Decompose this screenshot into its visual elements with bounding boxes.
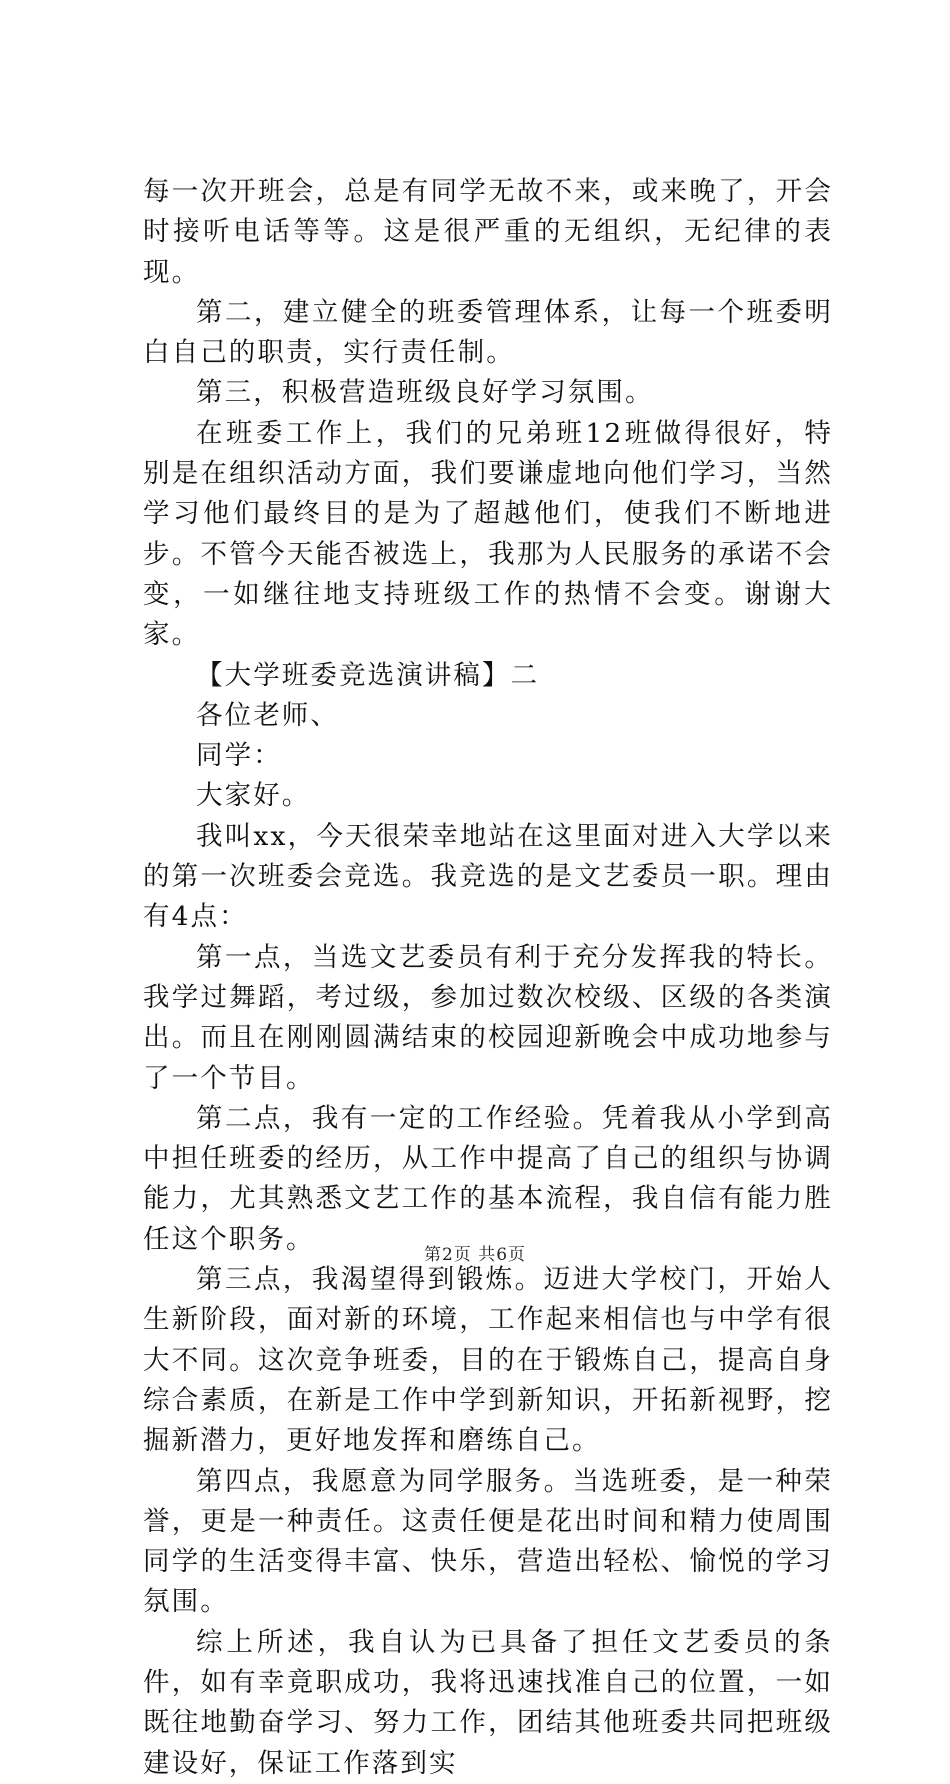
- paragraph-point-three: 第三，积极营造班级良好学习氛围。: [196, 377, 654, 409]
- paragraph-reason-three: 第三点，我渴望得到锻炼。迈进大学校门，开始人生新阶段，面对新的环境，工作起来相信也与中学有很大不同。这次竞争班委，目的在于锻炼自己，提高自身综合素质，在新是工作中学到新知识，开拓新视野，挖掘新潜力，更好地发挥和磨练自己。: [143, 1264, 833, 1457]
- paragraph-class-work: 在班委工作上，我们的兄弟班12班做得很好，特别是在组织活动方面，我们要谦虚地向他们学习，当然学习他们最终目的是为了超越他们，使我们不断地进步。不管今天能否被选上，我那为人民服务的承诺不会变，一如继往地支持班级工作的热情不会变。谢谢大家。: [143, 417, 833, 651]
- page-number-footer: 第2页 共6页: [423, 1245, 527, 1265]
- paragraph-reason-four: 第四点，我愿意为同学服务。当选班委，是一种荣誉，更是一种责任。这责任便是花出时间和精力使周围同学的生活变得丰富、快乐，营造出轻松、愉悦的学习氛围。: [143, 1465, 833, 1618]
- paragraph-continuation: 每一次开班会，总是有同学无故不来，或来晚了，开会时接听电话等等。这是很严重的无组织，无纪律的表现。: [143, 176, 833, 288]
- paragraph-introduction: 我叫xx，今天很荣幸地站在这里面对进入大学以来的第一次班委会竞选。我竞选的是文艺委员一职。理由有4点：: [143, 820, 833, 933]
- paragraph-reason-one: 第一点，当选文艺委员有利于充分发挥我的特长。我学过舞蹈，考过级，参加过数次校级、区级的各类演出。而且在刚刚圆满结束的校园迎新晚会中成功地参与了一个节目。: [143, 941, 833, 1094]
- salutation-students: 同学：: [196, 740, 282, 772]
- paragraph-point-two: 第二，建立健全的班委管理体系，让每一个班委明白自己的职责，实行责任制。: [143, 296, 833, 369]
- section-heading: 【大学班委竞选演讲稿】二: [196, 659, 540, 691]
- paragraph-reason-two: 第二点，我有一定的工作经验。凭着我从小学到高中担任班委的经历，从工作中提高了自己的组织与协调能力，尤其熟悉文艺工作的基本流程，我自信有能力胜任这个职务。: [143, 1102, 833, 1255]
- paragraph-conclusion: 综上所述，我自认为已具备了担任文艺委员的条件，如有幸竟职成功，我将迅速找准自己的位置，一如既往地勤奋学习、努力工作，团结其他班委共同把班级建设好，保证工作落到实: [143, 1626, 833, 1779]
- document-body: [143, 172, 833, 1784]
- greeting: 大家好。: [196, 780, 311, 812]
- salutation-teachers: 各位老师、: [196, 699, 339, 731]
